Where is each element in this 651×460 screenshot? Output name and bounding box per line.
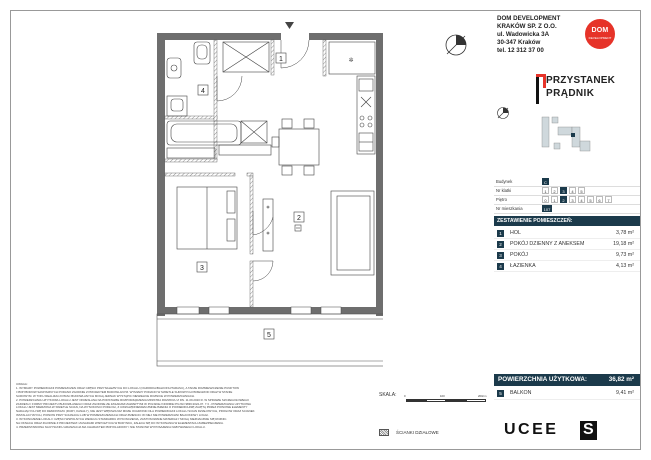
room-name: HOL [510, 230, 521, 236]
floor-3: 3 [569, 196, 576, 203]
bedroom-furniture [177, 187, 237, 249]
note-line: 3. WYKOŃCZENIE LOKALI I CZĘŚCI WSPÓLNYCH WEDŁUG STANDARDU WYKOŃCZENIA, ZASTOSOWANE MATERIAŁY MOGĄ NIEZNACZNIE SIĘ RÓŻNIĆ. [16, 418, 228, 422]
company-info [497, 15, 560, 55]
room-num: 1 [497, 230, 504, 237]
note-line: I PRZYBORÓW SANITARNYCH PODANO ZGODNIE Z PROJEKTEM BUDOWLANYM. WYMIARY PODANO W ŚWIETLE SUROWYCH PRZEGRÓD ORAZ W STANIE [16, 390, 233, 394]
unit-label: Nr mieszkania [496, 206, 523, 211]
stairwell-1: 1 [542, 187, 549, 194]
floor-0: 0 [542, 196, 549, 203]
balcony [157, 314, 383, 366]
stairwell-2: 2 [551, 187, 558, 194]
balcony-num: 5 [497, 390, 504, 397]
notes-block [16, 383, 366, 430]
unit-value: 107 [543, 207, 551, 212]
scale-bar [406, 399, 486, 402]
note-line: NADAJĄCYCH SIĘ DO DEMONTAŻU (RURY, KANAŁY), NIE JEST WIĘKSZA NIŻ MOŻE OCHRONIĆ DLA POWIERZCHNI LOKALU ŚCIAN DZIAŁOWYCH, PROGÓW ORAZ ŚCIANEK [16, 410, 255, 414]
note-line: UWAGA: [16, 383, 28, 386]
floor-4: 4 [578, 196, 585, 203]
room-name: POKÓJ DZIENNY Z ANEKSEM [510, 241, 585, 247]
dom-logo-sub: DEVELOPMENT [588, 36, 612, 40]
usable-area-value: 36,82 m² [608, 376, 634, 383]
project-name-line2: PRĄDNIK [546, 88, 595, 99]
floor-6: 6 [596, 196, 603, 203]
living-furniture [263, 191, 374, 275]
dining-table [272, 119, 319, 175]
brand-logo-text: UCEE [504, 421, 559, 438]
scale-tick-200: 200cm [478, 394, 487, 398]
room-area: 9,73 m² [616, 252, 634, 258]
building-label: Budynek [496, 179, 513, 184]
building-row [494, 178, 640, 187]
scale-label: SKALA: [379, 392, 397, 398]
inner-walls [165, 40, 326, 307]
partition-wall-legend: ŚCIANKI DZIAŁOWE [396, 430, 439, 435]
note-line: INSTALACYJNYCH, PIONÓW PRZY ŚCIANACH LUB W POMIESZCZENIACH ORAZ ZMIEŚCIĆ W NIEJ NIE POWIERZCHNI BALKONÓW I LOGGI. [16, 414, 209, 418]
floor-5: 5 [587, 196, 594, 203]
bathroom-fixtures [167, 42, 271, 158]
room-area: 4,13 m² [616, 263, 634, 269]
room-label-3: 3 [200, 265, 204, 272]
stairwell-4: 4 [569, 187, 576, 194]
scale-tick-100: 100 [440, 394, 445, 398]
building-value: C [542, 178, 549, 185]
room-row-3 [494, 250, 640, 261]
unit-row [494, 205, 640, 214]
scale-tick-0: 0 [404, 394, 406, 398]
company-name: DOM DEVELOPMENT [497, 15, 561, 22]
dom-logo-text: DOM [591, 27, 609, 34]
usable-area-bar [494, 374, 640, 386]
room-label-4: 4 [201, 88, 205, 95]
stairwell-3: 3 [560, 187, 567, 194]
site-plan-map [534, 115, 594, 163]
floor-2: 2 [560, 196, 567, 203]
room-name: ŁAZIENKA [510, 263, 536, 269]
info-panel [494, 11, 640, 383]
project-name-line1: PRZYSTANEK [546, 75, 616, 86]
note-line: 4. PRZEDSTAWIONA NA RYSUNKU ARANŻACJA MA CHARAKTER PRZYKŁADOWY I NIE STANOWI WYPOSAŻENIA NABYWANEGO LOKALU. [16, 425, 206, 429]
brand-logo-box [580, 421, 597, 440]
stairwell-row [494, 187, 640, 196]
floor-1: 1 [551, 196, 558, 203]
balcony-area: 9,41 m² [616, 390, 634, 396]
room-label-2: 2 [297, 215, 301, 222]
usable-area-label: POWIERZCHNIA UŻYTKOWA: [498, 376, 587, 383]
stairwell-label: Nr klatki [496, 188, 512, 193]
floor-label: Piętro [496, 197, 507, 202]
rooms-header: ZESTAWIENIE POMIESZCZEŃ: [494, 216, 640, 226]
floor-plan-drawing [11, 11, 383, 383]
dom-logo [585, 19, 615, 49]
brand-logo-last: S [583, 421, 594, 438]
balcony-row [494, 388, 640, 400]
room-label-1: 1 [279, 56, 283, 63]
room-area: 3,78 m² [616, 230, 634, 236]
note-line: LOKALU JEST MIERZONA W ŚWIETLE ŚCIAN, NA WYSOKOŚCI PODŁOGI, Z UWZGLĘDNIENIEM ZMNIEJSZENIA O POWIERZCHNIĘ ZAJĘTĄ PRZEZ PIONOWE ELEMENTY [16, 406, 248, 410]
company-phone: tel. 12 312 37 00 [497, 47, 544, 55]
stairwell-5: 5 [578, 187, 585, 194]
note-line: ZAKRESU I FORMY PROJEKTU BUDOWLANEGO ORAZ ZGODNIE ZE ZASADAMI ZAWARTYMI W POLSKIEJ NORMIE PN-ISO 9836:2022-07. 7.3 - POWIERZCHNIA UŻYTKOWA [16, 402, 251, 406]
company-street: ul. Wadowicka 3A [497, 31, 550, 39]
note-line: 2. POWIERZCHNIA UŻYTKOWA LOKALU JEST OKREŚLANA NA PODSTAWIE ROZPORZĄDZENIA MINISTRA ROZWOJU Z DN. 11.09.2020 R. W SPRAWIE SZCZEGÓŁOWEGO [16, 398, 249, 402]
room-num: 4 [497, 263, 504, 270]
kitchen-area [329, 42, 375, 154]
room-row-2 [494, 239, 640, 250]
company-city: 30-347 Kraków [497, 39, 541, 47]
svg-text:✲: ✲ [348, 58, 354, 64]
room-label-5: 5 [267, 332, 271, 339]
room-num: 3 [497, 252, 504, 259]
floor-7: 7 [605, 196, 612, 203]
partition-wall-swatch [379, 429, 389, 436]
room-row-1 [494, 228, 640, 239]
compass-icon [444, 33, 468, 57]
room-num: 2 [497, 241, 504, 248]
note-line: 1. WYMIARY POWIERZCHNI POMIESZCZEŃ ORAZ CZĘŚCI PRZYNALEŻNYCH DO LOKALU (OGRÓDKA/BALKONU/TARASU), A TAKŻE ROZMIESZCZENIE PUNKTÓW [16, 386, 239, 390]
entrance-arrow-icon [285, 22, 294, 29]
balcony-name: BALKON [510, 390, 532, 396]
note-line: SUROWYM. W TOKU REALIZACJI PRAC BUDOWLANYCH MOGĄ JEDNAK WYSTĄPIĆ NIEWIELKIE RÓŻNICE W POWIERZCHNIACH. [16, 394, 195, 398]
note-line: NA OKNACH ORAZ ZGODNIE Z PROJEKTEM I ZASADAMI WSPÓŁŻYCIA W BUDYNKU, ZALECA SIĘ DO WYKONANIA W ELEMENTACH ZABEZPIECZENIA. [16, 422, 224, 426]
room-name: POKÓJ [510, 252, 528, 258]
site-compass-icon [496, 106, 510, 120]
room-row-4 [494, 261, 640, 272]
company-name2: KRAKÓW SP. Z O.O. [497, 23, 557, 31]
room-area: 19,18 m² [613, 241, 634, 247]
floor-row [494, 196, 640, 205]
